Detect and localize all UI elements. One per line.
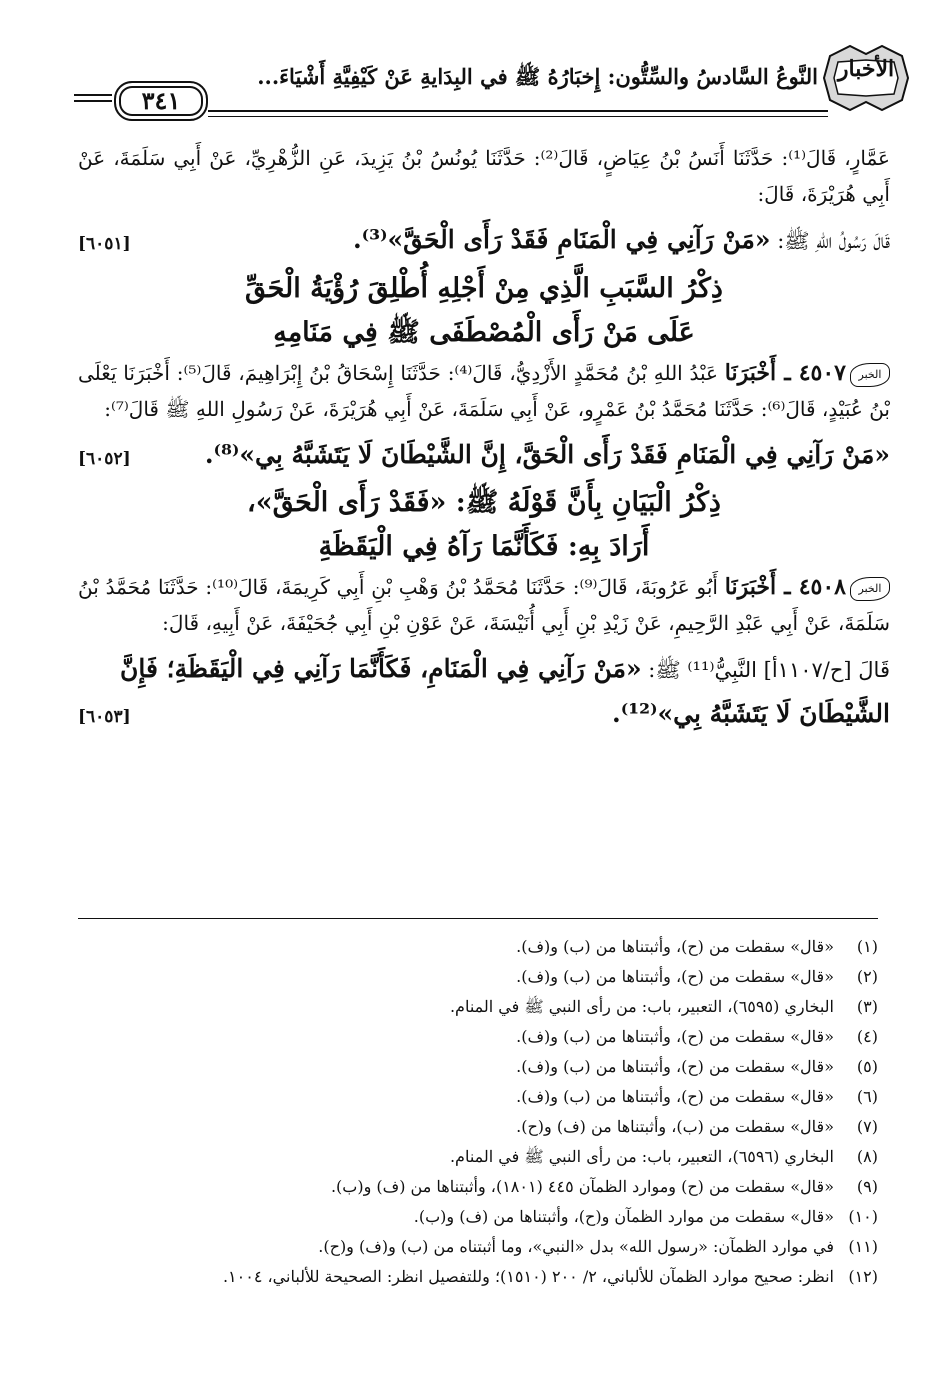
main-text [78, 140, 890, 740]
footnote [78, 1262, 878, 1292]
hadith-text: «مَنْ رَآنِي فِي الْمَنَامِ فَقَدْ رَأَى الْحَقَّ»⁽³⁾. [352, 225, 771, 254]
hadith-text: «مَنْ رَآنِي فِي الْمَنَامِ، فَكَأَنَّمَا رَآنِي فِي الْيَقَظَةِ؛ فَإِنَّ الشَّيْطَانَ لَا يَتَشَبَّهُ بِي»⁽¹²⁾. [120, 654, 890, 728]
emblem-label: الأخبار [837, 56, 895, 82]
footnote [78, 962, 878, 992]
footnote-text: «قال» سقطت من (ح)، وأثبتناها من (ب) و(ف). [516, 1087, 834, 1106]
footnotes [78, 932, 878, 1292]
hadith-6052 [78, 433, 890, 477]
footnote-number: (١) [856, 937, 878, 956]
footnote-number: (١١) [848, 1237, 878, 1256]
footnote-separator [78, 918, 878, 919]
isnad-text: أَبُو عَرُوبَةَ، قَالَ⁽⁹⁾: حَدَّثَنَا مُحَمَّدُ بْنُ وَهْبِ بْنِ أَبِي كَرِيمَةَ، قَالَ⁽¹⁰⁾: حَدَّثَنَا مُحَمَّدُ بْنُ سَلَمَةَ، عَنْ أَبِي عَبْدِ الرَّحِيمِ، عَنْ زَيْدِ بْنِ أَبِي أُنَيْسَةَ، عَنْ عَوْنِ بْنِ أَبِي جُحَيْفَةَ، عَنْ أَبِيهِ، قَالَ: [78, 575, 890, 635]
footnote-text: «قال» سقطت من (ح)، وأثبتناها من (ب) و(ف). [516, 937, 834, 956]
footnote [78, 1142, 878, 1172]
footnote-text: «قال» سقطت من (ح)، وأثبتناها من (ب) و(ف). [516, 1057, 834, 1076]
section-title-1b: عَلَى مَنْ رَأَى الْمُصْطَفَى ﷺ فِي مَنَامِهِ [273, 317, 695, 348]
hadith-number: ٤٥٠٧ ـ أَخْبَرَنَا [724, 360, 846, 386]
footnote [78, 992, 878, 1022]
footnote-number: (٣) [856, 997, 878, 1016]
footnote-text: «قال» سقطت من (ب)، وأثبتناها من (ف) و(ح). [516, 1117, 834, 1136]
hadith-ref: [٦٠٥٢] [78, 449, 131, 469]
footnote-number: (٧) [856, 1117, 878, 1136]
footnote-number: (٦) [856, 1087, 878, 1106]
hadith-6053 [78, 647, 890, 736]
paragraph-1: عَمَّارٍ، قَالَ⁽¹⁾: حَدَّثَنَا أَنَسُ بْنُ عِيَاضٍ، قَالَ⁽²⁾: حَدَّثَنَا يُونُسُ بْنُ يَزِيدَ، عَنِ الزُّهْرِيِّ، عَنْ أَبِي سَلَمَةَ، عَنْ أَبِي هُرَيْرَةَ، قَالَ: [78, 146, 890, 206]
page-header [74, 36, 912, 136]
section-title-2b: أَرَادَ بِهِ: فَكَأَنَّمَا رَآهُ فِي الْيَقَظَةِ [318, 531, 650, 562]
footnote [78, 1022, 878, 1052]
footnote [78, 1232, 878, 1262]
footnote-number: (٨) [856, 1147, 878, 1166]
hadith-number: ٤٥٠٨ ـ أَخْبَرَنَا [724, 574, 846, 600]
header-rule-thin [208, 116, 828, 117]
footnote-number: (٢) [856, 967, 878, 986]
hadith-lead: قَالَ رَسُولُ اللهِ ﷺ: [770, 229, 890, 253]
footnote [78, 1052, 878, 1082]
khabar-marker-icon: الخبر [850, 577, 890, 601]
footnote [78, 1202, 878, 1232]
footnote [78, 932, 878, 962]
paragraph-4507 [78, 355, 890, 427]
footnote-number: (١٢) [848, 1267, 878, 1286]
footnote [78, 1172, 878, 1202]
hadith-ref: [٦٠٥٣] [78, 707, 131, 727]
khabar-marker-icon: الخبر [850, 363, 890, 387]
hadith-text: «مَنْ رَآنِي فِي الْمَنَامِ فَقَدْ رَأَى الْحَقَّ، إِنَّ الشَّيْطَانَ لَا يَتَشَبَّهُ بِي»⁽⁸⁾. [204, 440, 890, 469]
isnad-text: عَبْدُ اللهِ بْنُ مُحَمَّدٍ الأَزْدِيُّ، قَالَ⁽⁴⁾: حَدَّثَنَا إِسْحَاقُ بْنُ إِبْرَاهِيمَ، قَالَ⁽⁵⁾: أَخْبَرَنَا يَعْلَى بْنُ عُبَيْدٍ، قَالَ⁽⁶⁾: حَدَّثَنَا مُحَمَّدُ بْنُ عَمْرٍو، عَنْ أَبِي سَلَمَةَ، عَنْ أَبِي هُرَيْرَةَ، عَنْ رَسُولِ اللهِ ﷺ قَالَ⁽⁷⁾: [78, 361, 890, 421]
header-rule-left-2 [74, 100, 112, 102]
footnote-text: في موارد الظمآن: «رسول الله» بدل «النبي»، وما أثبتناه من (ب) و(ف) و(ح). [318, 1237, 834, 1256]
footnote-text: انظر: صحيح موارد الظمآن للألباني، ٢/ ٢٠٠ (١٥١٠)؛ وللتفصيل انظر: الصحيحة للألباني، ١٠٠٤. [222, 1267, 834, 1286]
header-rule [208, 110, 828, 112]
footnote-number: (٩) [856, 1177, 878, 1196]
running-title: النَّوعُ السَّادسُ والسِّتُّون: إِخبَارُهُ ﷺ في البِدَايةِ عَنْ كَيْفِيَّةِ أَشْيَاءَ... [257, 64, 818, 89]
footnote [78, 1112, 878, 1142]
footnote-text: «قال» سقطت من (ح) وموارد الظمآن ٤٤٥ (١٨٠١)، وأثبتناها من (ف) و(ب). [330, 1177, 834, 1196]
footnote-text: البخاري (٦٥٩٥)، التعبير، باب: من رأى النبي ﷺ في المنام. [449, 997, 834, 1016]
section-title-2a: ذِكْرُ الْبَيَانِ بِأَنَّ قَوْلَهُ ﷺ: «فَقَدْ رَأَى الْحَقَّ»، [247, 487, 721, 518]
hadith-ref: [٦٠٥١] [78, 234, 131, 254]
header-rule-left [74, 94, 112, 96]
footnote-text: «قال» سقطت من موارد الظمآن و(ح)، وأثبتناها من (ف) و(ب). [413, 1207, 834, 1226]
paragraph-4508 [78, 569, 890, 641]
footnote-number: (١٠) [848, 1207, 878, 1226]
footnote [78, 1082, 878, 1112]
hadith-lead: قَالَ [ح/١١٠٧أ] النَّبِيُّ⁽¹¹⁾ ﷺ: [641, 658, 890, 682]
footnote-text: البخاري (٦٥٩٦)، التعبير، باب: من رأى النبي ﷺ في المنام. [449, 1147, 834, 1166]
footnote-number: (٤) [856, 1027, 878, 1046]
footnote-number: (٥) [856, 1057, 878, 1076]
page-number: ٣٤١ [114, 81, 208, 121]
footnote-text: «قال» سقطت من (ح)، وأثبتناها من (ب) و(ف). [516, 1027, 834, 1046]
section-title-1a: ذِكْرُ السَّبَبِ الَّذِي مِنْ أَجْلِهِ أُطْلِقَ رُؤْيَةُ الْحَقِّ [245, 273, 723, 304]
footnote-text: «قال» سقطت من (ح)، وأثبتناها من (ب) و(ف). [516, 967, 834, 986]
hadith-6051 [78, 218, 890, 263]
